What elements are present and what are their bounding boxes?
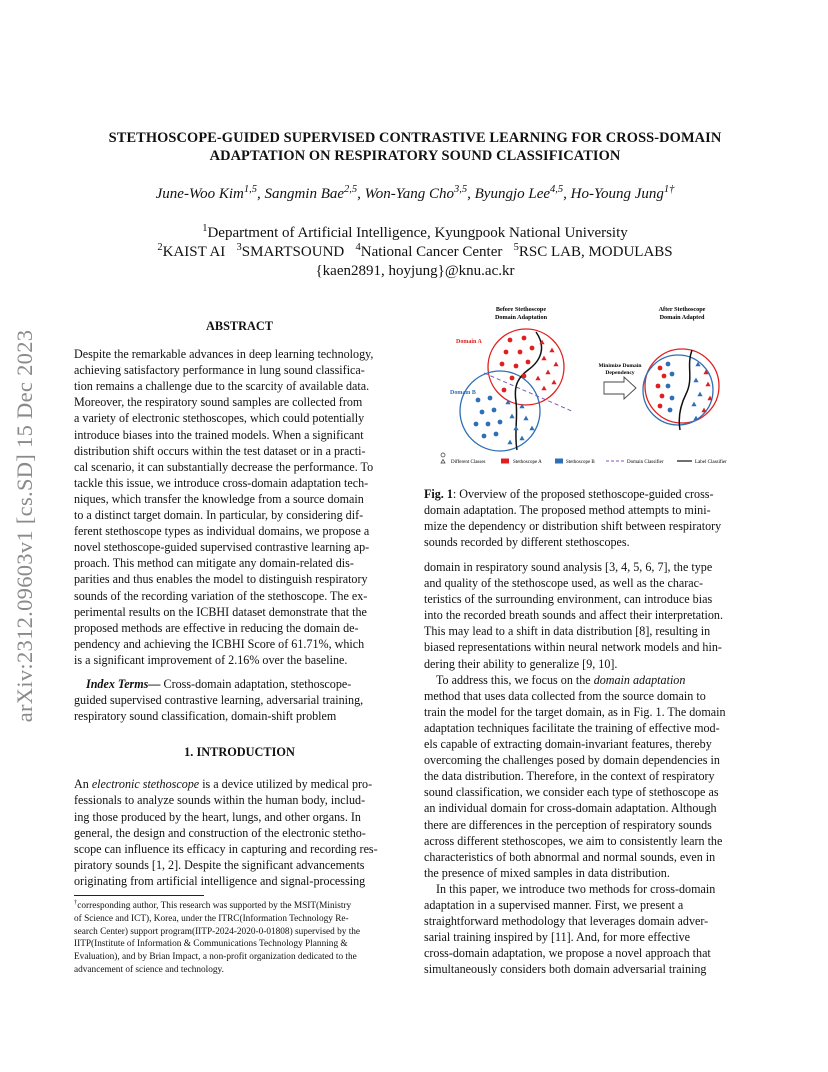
scatter-point-triangle — [553, 362, 558, 367]
scatter-point-circle — [656, 384, 661, 389]
affiliations — [70, 224, 760, 281]
scatter-point-triangle — [691, 402, 696, 407]
scatter-point-circle — [660, 394, 665, 399]
author: Ho-Young Jung$^{1\dagger}$ — [570, 184, 675, 202]
paragraph: In this paper, we introduce two methods for cross-domain adaptation in a supervised manner. First, we present a straightforward methodology that leverages domain adver- sarial training inspired by [11]. And, for more effective cross-domain adaptation, we propose a novel approach that simultaneously considers both domain adversarial training — [424, 881, 716, 977]
legend-steth-a: Stethoscope A — [513, 460, 542, 465]
scatter-point-triangle — [507, 440, 512, 445]
legend-steth-b: Stethoscope B — [566, 460, 595, 465]
adapted-label-classifier-curve — [679, 350, 692, 430]
scatter-point-triangle — [701, 408, 706, 413]
author: Byungjo Lee$^{4,5}$, — [474, 184, 571, 202]
scatter-point-triangle — [513, 426, 518, 431]
footnote-rule — [74, 895, 204, 896]
arrow-label-line: Minimize Domain — [598, 363, 642, 369]
affiliation-line: $^1$Department of Artificial Intelligence, Kyungpook National University — [202, 223, 628, 241]
before-title-line: Domain Adaptation — [494, 314, 548, 321]
paper-title — [70, 129, 760, 165]
legend-circle-icon — [441, 453, 445, 457]
scatter-point-triangle — [541, 386, 546, 391]
scatter-point-triangle — [549, 348, 554, 353]
title-line: ADAPTATION ON RESPIRATORY SOUND CLASSIFICATION — [209, 148, 621, 164]
abstract-body: Despite the remarkable advances in deep learning technology, achieving satisfactory performance in lung sound classifica- tion remains a challenge due to the scarcity of available data. Moreover, the respiratory sound samples are collected from a variety of electronic stethoscopes, which could potentially introduce biases into the trained models. When a significant distribution shift occurs within the test dataset or in a practi- cal scenario, it can substantially decrease the performance. To tackle this issue, we introduce cross-domain adaptation tech- niques, which transfer the knowledge from a source domain to a distinct target domain. In particular, by considering dif- ferent stethoscope types as individual domains, we propose a novel stethoscope-guided supervised contrastive learning ap- proach. This method can mitigate any domain-related dis- parities and thus enables the model to distinguish respiratory sounds of the recording variation of the stethoscope. The ex- perimental results on the ICBHI dataset demonstrate that the proposed methods are effective in reducing the domain de- pendency and achieving the ICBHI Score of 61.71%, which is a significant improvement of 2.16% over the baseline. — [74, 347, 374, 667]
scatter-point-triangle — [693, 416, 698, 421]
scatter-point-circle — [670, 396, 675, 401]
label-classifier-curve — [515, 332, 541, 450]
domain-b-label: Domain B — [450, 390, 476, 396]
after-title-line: Domain Adapted — [659, 314, 705, 321]
scatter-point-circle — [510, 376, 515, 381]
scatter-point-circle — [508, 338, 513, 343]
domain-b-circle — [460, 371, 540, 451]
legend-red-swatch — [501, 459, 509, 464]
scatter-point-circle — [504, 350, 509, 355]
scatter-point-triangle — [705, 382, 710, 387]
legend-classes: Different Classes — [451, 460, 486, 465]
scatter-point-circle — [530, 346, 535, 351]
paragraph: domain in respiratory sound analysis [3, 4, 5, 6, 7], the type and quality of the stethoscope used, as well as the charac- teristics of the surrounding environment, can introduce bias into the recorded breath sounds and affect their interpretation. This may lead to a shift in data distribution [8], resulting in biased representations within neural network models and hin- dering their ability to generalize [9, 10]. — [424, 560, 723, 671]
scatter-point-circle — [492, 408, 497, 413]
scatter-point-circle — [480, 410, 485, 415]
abstract-heading: ABSTRACT — [206, 319, 273, 333]
right-column-body — [424, 559, 757, 977]
author: June-Woo Kim$^{1,5}$, — [155, 184, 265, 202]
scatter-point-circle — [522, 374, 527, 379]
author: Sangmin Bae$^{2,5}$, — [264, 184, 365, 202]
author: Won-Yang Cho$^{3,5}$, — [364, 184, 475, 202]
scatter-point-circle — [526, 360, 531, 365]
arxiv-id: arXiv:2312.09603v1 [cs.SD] 15 Dec 2023 — [12, 329, 37, 723]
scatter-point-circle — [662, 374, 667, 379]
scatter-point-triangle — [535, 376, 540, 381]
domain-a-label: Domain A — [456, 339, 482, 345]
legend-triangle-icon — [441, 460, 445, 464]
scatter-point-circle — [666, 384, 671, 389]
transfer-arrow-icon — [604, 377, 636, 399]
index-terms: Index Terms— Cross-domain adaptation, stethoscope- guided supervised contrastive learning, adversarial training, respiratory sound classification, domain-shift problem — [74, 676, 364, 724]
affiliation-line: $^2$KAIST AI $^3$SMARTSOUND $^4$National Cancer Center $^5$RSC LAB, MODULABS — [157, 242, 673, 260]
scatter-point-circle — [668, 408, 673, 413]
author-list — [70, 186, 760, 203]
scatter-point-circle — [658, 404, 663, 409]
arrow-label-line: Dependency — [605, 370, 635, 376]
adapted-domain-b-circle — [643, 355, 713, 425]
scatter-point-circle — [502, 388, 507, 393]
scatter-point-triangle — [523, 416, 528, 421]
figure-legend — [441, 453, 727, 465]
scatter-point-circle — [670, 372, 675, 377]
scatter-point-triangle — [545, 370, 550, 375]
footnote: †corresponding author, This research was supported by the MSIT(Ministry of Science and ICT), Korea, under the ITRC(Information Technology Re- search Center) support program(IITP-2024-2020-0-01808) supervised by the IITP(Institute of Information & Communications Technology Planning & Evaluation), and by Brian Impact, a non-profit organization dedicated to the advancement of science and technology. — [74, 898, 361, 975]
intro-heading: 1. INTRODUCTION — [184, 745, 295, 760]
scatter-point-circle — [476, 398, 481, 403]
before-title-line: Before Stethoscope — [495, 306, 547, 313]
scatter-point-triangle — [551, 380, 556, 385]
intro-body: An electronic stethoscope is a device utilized by medical pro- fessionals to analyze sounds within the human body, includ- ing those produced by the heart, lungs, and other organs. In general, the design and construction of the electronic stetho- scope can influence its efficacy in capturing and recording res- piratory sounds [1, 2]. Despite the significant advancements originating from artificial intelligence and signal-processing — [74, 777, 378, 888]
legend-label-clf: Label Classifier — [695, 460, 727, 465]
scatter-point-triangle — [541, 356, 546, 361]
scatter-point-circle — [486, 422, 491, 427]
scatter-point-triangle — [697, 392, 702, 397]
arxiv-stamp — [2, 266, 48, 786]
figure-caption: Fig. 1: Overview of the proposed stethoscope-guided cross- domain adaptation. The proposed method attempts to mini- mize the dependency or distribution shift between respiratory sounds recorded by different stethoscopes. — [424, 487, 722, 550]
domain-a-circle — [488, 329, 564, 405]
email-line: {kaen2891, hoyjung}@knu.ac.kr — [315, 263, 515, 279]
scatter-point-circle — [522, 336, 527, 341]
scatter-point-circle — [514, 364, 519, 369]
abstract-section — [74, 318, 405, 889]
figure-1-diagram — [424, 302, 760, 472]
scatter-point-circle — [500, 362, 505, 367]
scatter-point-triangle — [509, 414, 514, 419]
scatter-point-circle — [518, 350, 523, 355]
scatter-point-triangle — [519, 436, 524, 441]
scatter-point-triangle — [529, 426, 534, 431]
legend-blue-swatch — [555, 459, 563, 464]
legend-domain-clf: Domain Classifier — [627, 460, 664, 465]
scatter-point-triangle — [693, 378, 698, 383]
scatter-point-circle — [666, 362, 671, 367]
paragraph: To address this, we focus on the domain adaptation method that uses data collected from the source domain to train the model for the target domain, as in Fig. 1. The domain adaptation techniques facilitate the training of effective mod- els capable of extracting domain-invariant features, thereby overcoming the challenges posed by domain dependencies in the data distribution. Therefore, in the context of respiratory sound classification, we consider each type of stethoscope as an individual domain for cross-domain adaptation. Although there are differences in the perception of respiratory sounds across different stethoscopes, we aim to consistently learn the characteristics of both abnormal and normal sounds, even in the presence of mixed samples in data distribution. — [424, 672, 726, 880]
scatter-point-circle — [474, 422, 479, 427]
scatter-point-circle — [482, 434, 487, 439]
scatter-point-circle — [658, 366, 663, 371]
scatter-point-circle — [494, 432, 499, 437]
after-title-line: After Stethoscope — [658, 306, 706, 313]
scatter-point-circle — [498, 420, 503, 425]
title-line: STETHOSCOPE-GUIDED SUPERVISED CONTRASTIVE LEARNING FOR CROSS-DOMAIN — [108, 130, 722, 146]
scatter-point-circle — [488, 396, 493, 401]
